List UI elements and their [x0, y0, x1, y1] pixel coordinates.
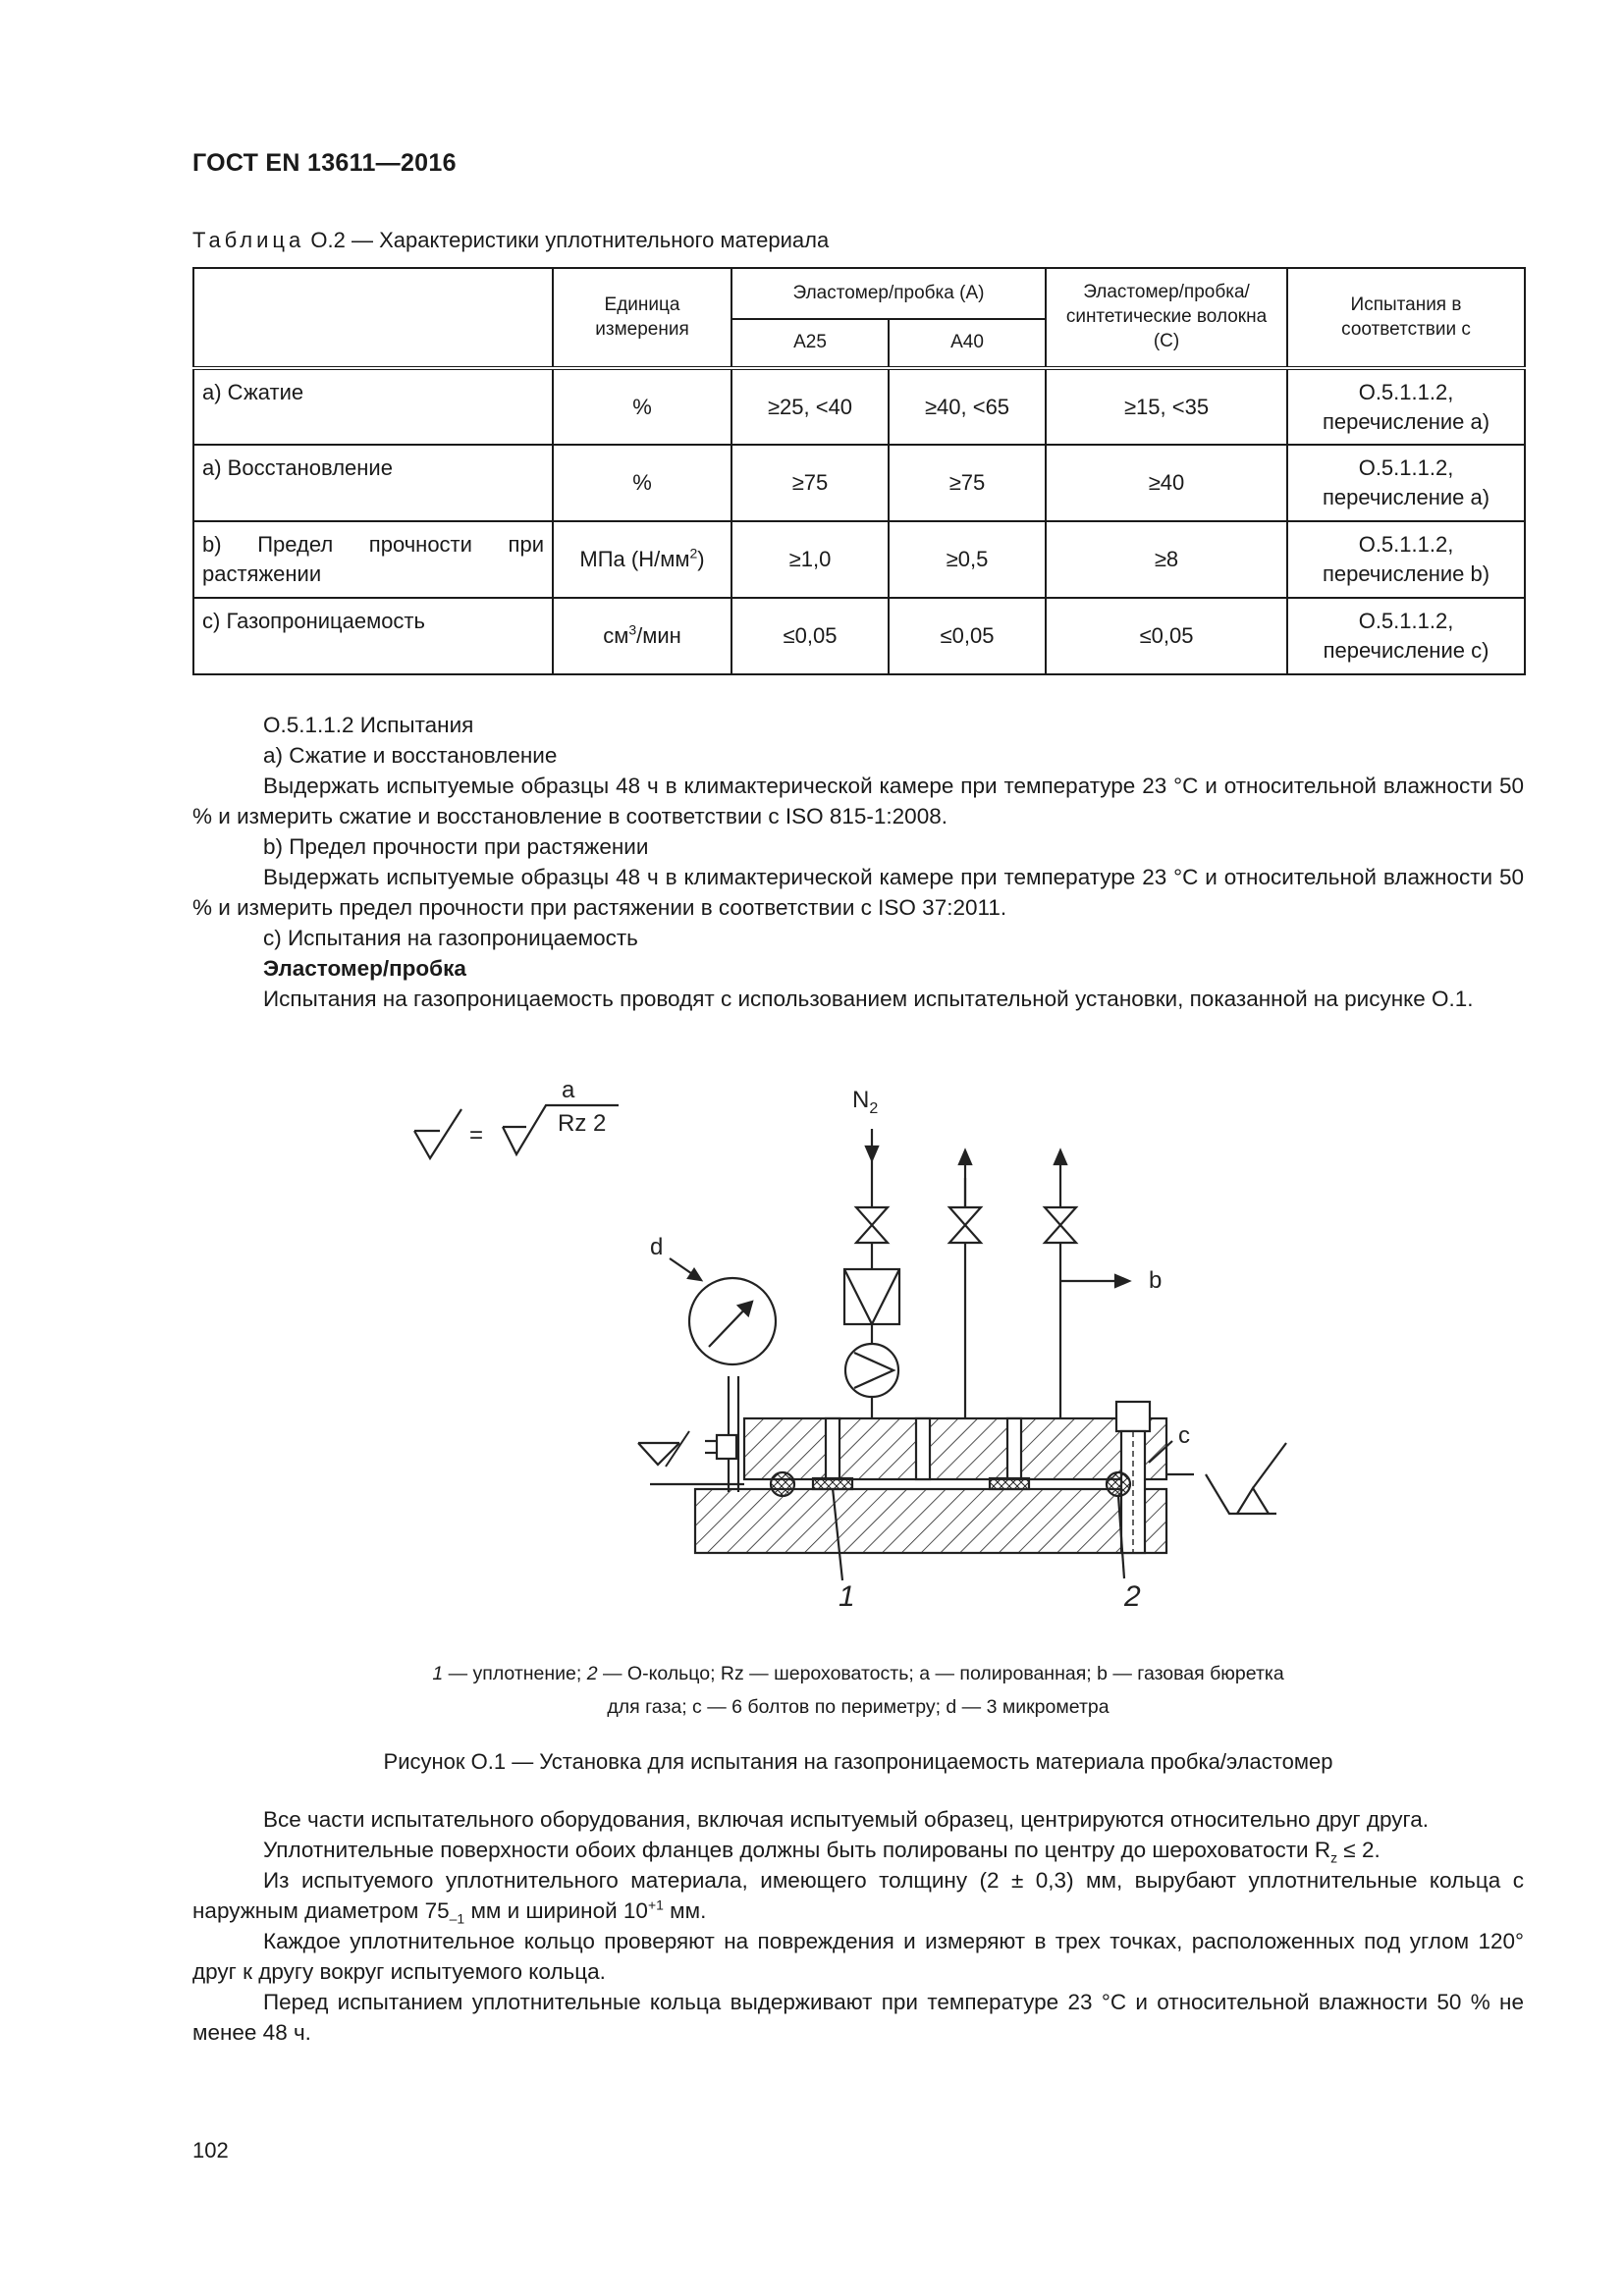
cell-a25: ≥1,0 [731, 521, 889, 598]
paragraph-c: Испытания на газопроницаемость проводят с использованием испытательной установки, показанной на рисунке О.1. [263, 987, 1474, 1011]
cell-property: а) Восстановление [193, 445, 553, 521]
cell-property: а) Сжатие [193, 368, 553, 445]
paragraph-b: Выдержать испытуемые образцы 48 ч в климактерической камере при температуре 23 °С и относительной влажности 50 % и измерить предел прочности при растяжении в соответствии с ISO 37:2011. [192, 865, 1524, 920]
legend-line-1: 1 — уплотнение; 2 — О-кольцо; Rz — шероховатость; a — полированная; b — газовая бюретка [432, 1663, 1284, 1684]
cell-a40: ≤0,05 [889, 598, 1046, 674]
cell-a25: ≥25, <40 [731, 368, 889, 445]
header-a40: А40 [889, 319, 1046, 368]
section-heading: О.5.1.1.2 Испытания [263, 713, 474, 737]
header-property [193, 268, 553, 368]
label-d: d [650, 1234, 664, 1260]
document-header: ГОСТ EN 13611—2016 [192, 149, 457, 177]
label-a: a [562, 1077, 575, 1103]
cell-a40: ≥0,5 [889, 521, 1046, 598]
subsection-b: b) Предел прочности при растяжении [263, 834, 649, 859]
subsection-c: с) Испытания на газопроницаемость [263, 926, 638, 950]
valve-inlet [856, 1207, 888, 1243]
cell-unit [553, 521, 731, 598]
figure-o1 [373, 1070, 1316, 1620]
o-ring-left [771, 1472, 794, 1496]
label-2: 2 [1124, 1580, 1141, 1613]
figure-caption: Рисунок О.1 — Установка для испытания на газопроницаемость материала пробка/эластомер [383, 1749, 1333, 1774]
paragraph-2: Уплотнительные поверхности обоих фланцев должны быть полированы по центру до шероховатости $R_z \le 2$. [263, 1838, 1380, 1866]
label-eq: = [469, 1122, 484, 1148]
o-ring-right [1107, 1472, 1130, 1496]
cell-unit: % [553, 368, 731, 445]
section-tests [192, 710, 1524, 1014]
page-number: 102 [192, 2138, 229, 2163]
label-rz: Rz 2 [558, 1110, 607, 1137]
cell-unit: % [553, 445, 731, 521]
cell-synthetic: ≤0,05 [1046, 598, 1287, 674]
unit-main: см [603, 623, 629, 649]
label-1: 1 [839, 1580, 855, 1613]
roughness-symbol-left [414, 1109, 461, 1158]
valve-right [1045, 1207, 1076, 1243]
paragraph-4: Каждое уплотнительное кольцо проверяют на повреждения и измеряют в трех точках, расположенных под углом 120° друг к другу вокруг испытуемого кольца. [192, 1929, 1524, 1984]
label-c: c [1178, 1422, 1190, 1449]
header-tests: Испытания в соответствии с [1287, 268, 1525, 368]
properties-table [192, 267, 1526, 675]
unit-tail: /мин [636, 623, 681, 649]
table-row [193, 368, 1525, 445]
bolt-head [1116, 1402, 1150, 1431]
pump [845, 1344, 898, 1397]
cell-synthetic: ≥8 [1046, 521, 1287, 598]
unit-sup: 2 [689, 545, 698, 561]
cell-test-ref: О.5.1.1.2, перечисление а) [1287, 445, 1525, 521]
label-n2: $N_2$ [852, 1087, 879, 1117]
check-valve [844, 1269, 899, 1324]
header-a25: А25 [731, 319, 889, 368]
cell-a25: ≤0,05 [731, 598, 889, 674]
valve-middle [949, 1207, 981, 1243]
table-caption-prefix: Таблица [192, 228, 305, 252]
upper-flange [744, 1418, 1166, 1479]
header-elastomer-cork: Эластомер/пробка (А) [731, 268, 1046, 319]
table-caption-text: О.2 — Характеристики уплотнительного материала [304, 228, 830, 252]
unit-tail: ) [697, 547, 705, 572]
section-notes [192, 1804, 1524, 2048]
unit-main: МПа (Н/мм [579, 547, 690, 572]
table-row [193, 598, 1525, 674]
cell-unit [553, 598, 731, 674]
paragraph-5: Перед испытанием уплотнительные кольца выдерживают при температуре 23 °С и относительной влажности 50 % не менее 48 ч. [192, 1990, 1524, 2045]
header-synthetic: Эластомер/пробка/ синтетические волокна (С) [1046, 268, 1287, 368]
cell-test-ref: О.5.1.1.2, перечисление b) [1287, 521, 1525, 598]
label-b: b [1149, 1267, 1163, 1294]
cell-test-ref: О.5.1.1.2, перечисление а) [1287, 368, 1525, 445]
seal-left [813, 1478, 852, 1489]
bold-title: Эластомер/пробка [263, 956, 466, 981]
cell-a25: ≥75 [731, 445, 889, 521]
subsection-a: а) Сжатие и восстановление [263, 743, 558, 768]
unit-sup: 3 [628, 621, 637, 638]
figure-legend [192, 1657, 1524, 1724]
cell-synthetic: ≥40 [1046, 445, 1287, 521]
legend-line-2: для газа; c — 6 болтов по периметру; d — 3 микрометра [607, 1696, 1110, 1718]
table-row [193, 521, 1525, 598]
cell-a40: ≥75 [889, 445, 1046, 521]
test-rig-diagram [373, 1070, 1316, 1620]
header-unit: Единица измерения [553, 268, 731, 368]
paragraph-1: Все части испытательного оборудования, включая испытуемый образец, центрируются относительно друг друга. [263, 1807, 1429, 1832]
cell-a40: ≥40, <65 [889, 368, 1046, 445]
paragraph-3: Из испытуемого уплотнительного материала, имеющего толщину (2 ± 0,3) мм, вырубают уплотнительные кольца с наружным диаметром $75_{-1}$ мм и шириной $10^{+1}$ мм. [192, 1868, 1524, 1927]
cell-synthetic: ≥15, <35 [1046, 368, 1287, 445]
table-caption [192, 228, 829, 253]
table-row [193, 445, 1525, 521]
cell-property: b) Предел прочности при растяжении [193, 521, 553, 598]
cell-test-ref: О.5.1.1.2, перечисление с) [1287, 598, 1525, 674]
paragraph-a: Выдержать испытуемые образцы 48 ч в климактерической камере при температуре 23 °С и относительной влажности 50 % и измерить сжатие и восстановление в соответствии с ISO 815-1:2008. [192, 774, 1524, 828]
lower-flange [695, 1489, 1166, 1553]
cell-property: с) Газопроницаемость [193, 598, 553, 674]
seal-right [990, 1478, 1029, 1489]
